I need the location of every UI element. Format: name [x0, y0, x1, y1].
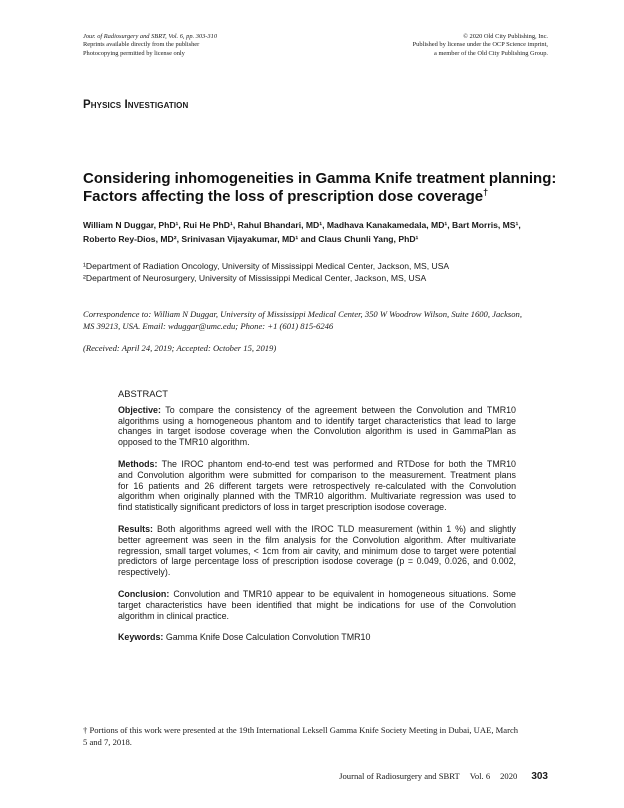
- objective-line-4: opposed to the TMR10 algorithm.: [118, 437, 250, 448]
- abstract-keywords: [118, 632, 516, 643]
- results-line-3: regression, small target volumes, < 1cm from air cavity, and minimum dose to target were potential: [118, 545, 516, 556]
- authors-line-2: Roberto Rey-Dios, MD², Srinivasan Vijayakumar, MD¹ and Claus Chunli Yang, PhD¹: [83, 233, 419, 244]
- affiliation-1: ¹Department of Radiation Oncology, University of Mississippi Medical Center, Jackson, MS, USA: [83, 261, 450, 271]
- footnote-line-1: † Portions of this work were presented at the 19th International Leksell Gamma Knife Society Meeting in Dubai, UAE, March: [83, 725, 519, 735]
- results-line-1: Results: Both algorithms agreed well with the IROC TLD measurement (within 1 %) and slightly: [118, 523, 516, 534]
- abstract-results: [118, 524, 516, 578]
- affiliation-2: ²Department of Neurosurgery, University of Mississippi Medical Center, Jackson, MS, USA: [83, 272, 427, 283]
- title-footnote: [83, 725, 553, 748]
- license-notice: Published by license under the OCP Science imprint,: [412, 41, 548, 49]
- author-list: [83, 219, 563, 246]
- methods-label: Methods:: [118, 458, 158, 469]
- abstract: [118, 389, 516, 654]
- footnote-line-2: 5 and 7, 2018.: [83, 736, 132, 747]
- keywords-label: Keywords:: [118, 632, 164, 643]
- copyright-notice: © 2020 Old City Publishing, Inc.: [463, 33, 548, 40]
- conclusion-label: Conclusion:: [118, 588, 170, 599]
- affiliations: [83, 261, 563, 284]
- received-dates: (Received: April 24, 2019; Accepted: October 15, 2019): [83, 343, 277, 353]
- title-line-1: Considering inhomogeneities in Gamma Knife treatment planning:: [83, 170, 557, 187]
- methods-line-1: Methods: The IROC phantom end-to-end test was performed and RTDose for both the TMR10: [118, 458, 516, 469]
- abstract-objective: [118, 405, 516, 448]
- publisher-group-notice: a member of the Old City Publishing Group.: [434, 49, 548, 57]
- results-line-2: better agreement was seen in the film analysis for the Convolution algorithm. After multivariate: [118, 534, 516, 545]
- objective-line-2: algorithms using a homogeneous phantom and to identify target characteristics that lead to large: [118, 415, 516, 426]
- methods-line-2: and Convolution algorithm were submitted for comparison to the measurement. Treatment plans: [118, 469, 516, 480]
- running-header-right: [288, 33, 548, 58]
- conclusion-line-2: target characteristics have been identified that might be indications for use of the Convolution: [118, 599, 516, 610]
- results-line-5: respectively).: [118, 567, 171, 578]
- running-header-left: [83, 33, 313, 58]
- objective-label: Objective:: [118, 404, 161, 415]
- photocopy-note: Photocopying permitted by license only: [83, 49, 185, 57]
- methods-line-5: find statistically significant predictors of loss in target prescription isodose coverage.: [118, 502, 447, 513]
- footer-year: 2020: [500, 771, 518, 781]
- title-line-2: Factors affecting the loss of prescription dose coverage†: [83, 187, 489, 205]
- reprints-note: Reprints available directly from the publisher: [83, 41, 200, 49]
- methods-line-3: for 16 patients and 26 different targets were retrospectively re-calculated with the Convolution: [118, 480, 516, 491]
- abstract-methods: [118, 459, 516, 513]
- objective-line-3: changes in target isodose coverage when the Convolution algorithm is used in GammaPlan as: [118, 426, 516, 437]
- results-label: Results:: [118, 523, 154, 534]
- conclusion-line-1: Conclusion: Convolution and TMR10 appear to be equivalent in homogeneous situations. Some: [118, 588, 516, 599]
- page-number: 303: [531, 771, 548, 782]
- correspondence: [83, 308, 553, 332]
- journal-citation: Jour. of Radiosurgery and SBRT, Vol. 6, pp. 303-310: [83, 33, 218, 40]
- keywords-line: Keywords: Gamma Knife Dose Calculation Convolution TMR10: [118, 632, 371, 643]
- objective-line-1: Objective: To compare the consistency of the agreement between the Convolution and TMR10: [118, 404, 516, 415]
- methods-line-4: algorithm when originally planned with the TMR10 algorithm. Multivariate regression was used to: [118, 491, 516, 502]
- conclusion-line-3: algorithm in clinical practice.: [118, 610, 229, 621]
- abstract-conclusion: [118, 589, 516, 621]
- authors-line-1: William N Duggar, PhD¹, Rui He PhD¹, Rahul Bhandari, MD¹, Madhava Kanakamedala, MD¹, Bart Morris, MS¹,: [83, 220, 521, 230]
- title-footnote-mark: †: [483, 187, 489, 197]
- footer-volume: Vol. 6: [469, 771, 491, 781]
- correspondence-line-1: Correspondence to: William N Duggar, University of Mississippi Medical Center, 350 W Woodrow Wilson, Suite 1600, Jackson,: [83, 309, 522, 319]
- article-title: [83, 170, 557, 206]
- abstract-heading: ABSTRACT: [118, 388, 169, 399]
- results-line-4: predictors of large percentage loss of prescription isodose coverage (p = 0.049, 0.026, and 0.002,: [118, 556, 516, 567]
- page-footer: [339, 771, 548, 782]
- footer-journal: Journal of Radiosurgery and SBRT: [339, 771, 460, 781]
- section-label: Physics Investigation: [83, 99, 189, 111]
- correspondence-line-2: MS 39213, USA. Email: wduggar@umc.edu; Phone: +1 (601) 815-6246: [83, 321, 334, 332]
